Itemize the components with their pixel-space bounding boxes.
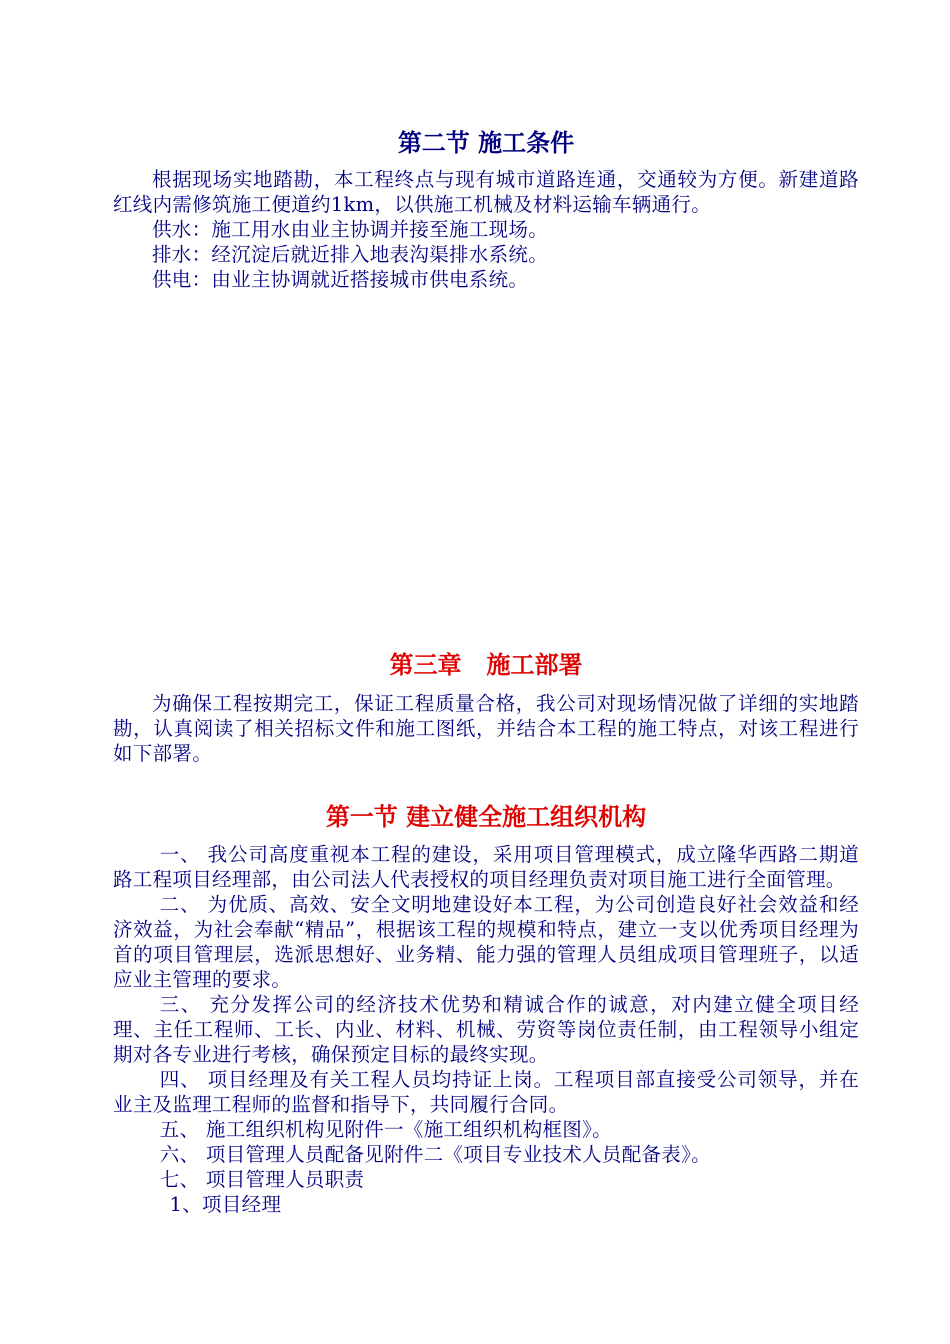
paragraph: 一、 我公司高度重视本工程的建设，采用项目管理模式，成立隆华西路二期道路工程项目经理部，由公司法人代表授权的项目经理负责对项目施工进行全面管理。 <box>113 843 859 891</box>
paragraph: 三、 充分发挥公司的经济技术优势和精诚合作的诚意，对内建立健全项目经理、主任工程师、工长、内业、材料、机械、劳资等岗位责任制，由工程领导小组定期对各专业进行考核，确保预定目标的最终实现。 <box>113 993 859 1066</box>
paragraph: 1、项目经理 <box>169 1193 282 1216</box>
paragraph: 供水：施工用水由业主协调并接至施工现场。 <box>152 218 549 241</box>
paragraph: 为确保工程按期完工，保证工程质量合格，我公司对现场情况做了详细的实地踏勘，认真阅读了相关招标文件和施工图纸，并结合本工程的施工特点，对该工程进行如下部署。 <box>113 692 859 765</box>
paragraph: 四、 项目经理及有关工程人员均持证上岗。工程项目部直接受公司领导，并在业主及监理工程师的监督和指导下，共同履行合同。 <box>113 1068 859 1116</box>
paragraph: 供电：由业主协调就近搭接城市供电系统。 <box>152 268 529 291</box>
paragraph: 排水：经沉淀后就近排入地表沟渠排水系统。 <box>152 243 549 266</box>
paragraph: 二、 为优质、高效、安全文明地建设好本工程，为公司创造良好社会效益和经济效益，为社会奉献“精品”，根据该工程的规模和特点，建立一支以优秀项目经理为首的项目管理层，选派思想好、业务精、能力强的管理人员组成项目管理班子，以适应业主管理的要求。 <box>113 893 859 991</box>
paragraph: 根据现场实地踏勘，本工程终点与现有城市道路连通，交通较为方便。新建道路红线内需修筑施工便道约1km，以供施工机械及材料运输车辆通行。 <box>113 168 859 216</box>
paragraph: 七、 项目管理人员职责 <box>159 1168 365 1191</box>
paragraph: 五、 施工组织机构见附件一《施工组织机构框图》。 <box>159 1118 612 1141</box>
organization-body <box>113 842 859 1217</box>
construction-conditions-body <box>113 167 859 292</box>
section-title-organization: 第一节 建立健全施工组织机构 <box>325 802 647 831</box>
section-title-construction-conditions: 第二节 施工条件 <box>397 128 575 157</box>
paragraph: 六、 项目管理人员配备见附件二《项目专业技术人员配备表》。 <box>159 1143 711 1166</box>
construction-deployment-body <box>113 691 859 766</box>
chapter-title-construction-deployment: 第三章 施工部署 <box>389 650 583 679</box>
